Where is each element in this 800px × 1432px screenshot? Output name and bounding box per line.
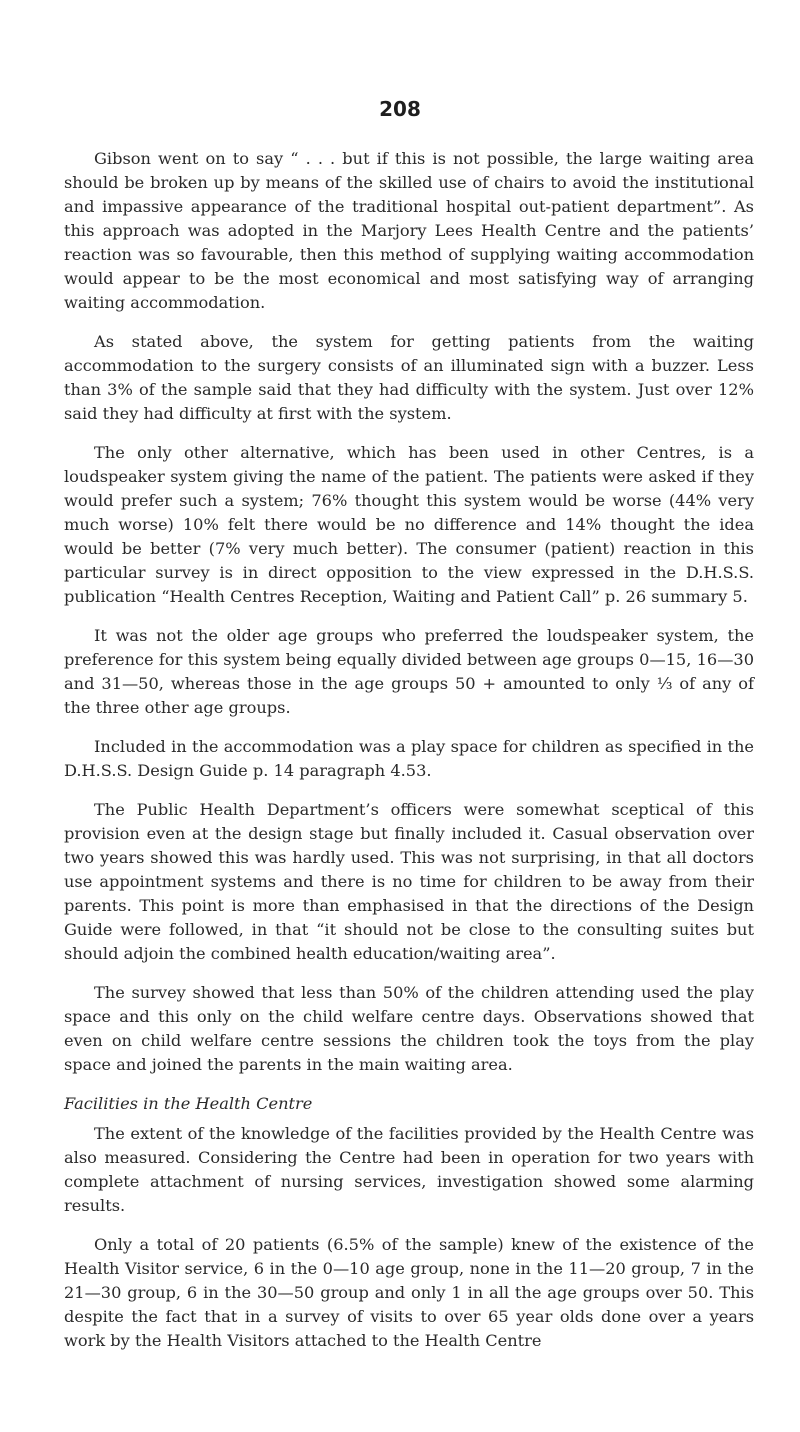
paragraph: The only other alternative, which has been used in other Centres, is a loudspeaker system giving the name of the patient. The patients were asked if they would prefer such a system; 76% thought this system would be worse (44% very much worse) 10% felt there would be no difference and 14% thought the idea would be better (7% very much better). The consumer (patient) reaction in this particular survey is in direct opposition to the view expressed in the D.H.S.S. publication “Health Centres Reception, Waiting and Patient Call” p. 26 summary 5. bbox=[64, 443, 754, 606]
paragraph: The survey showed that less than 50% of the children attending used the play space and this only on the child welfare centre days. Observations showed that even on child welfare centre sessions the children took the toys from the play space and joined the parents in the main waiting area. bbox=[64, 983, 754, 1074]
paragraph: The extent of the knowledge of the facilities provided by the Health Centre was also measured. Considering the Centre had been in operation for two years with complete attachment of nursing services, investigation showed some alarming results. bbox=[64, 1124, 754, 1215]
paragraph: It was not the older age groups who preferred the loudspeaker system, the preference for this system being equally divided between age groups 0—15, 16—30 and 31—50, whereas those in the age groups 50 + amounted to only ⅓ of any of the three other age groups. bbox=[64, 626, 754, 717]
paragraph: The Public Health Department’s officers were somewhat sceptical of this provision even at the design stage but finally included it. Casual observation over two years showed this was hardly used. This was not surprising, in that all doctors use appointment systems and there is no time for children to be away from their parents. This point is more than emphasised in that the directions of the Design Guide were followed, in that “it should not be close to the consulting suites but should adjoin the combined health education/waiting area”. bbox=[64, 800, 754, 963]
paragraph: Included in the accommodation was a play space for children as specified in the D.H.S.S. Design Guide p. 14 paragraph 4.53. bbox=[64, 737, 754, 780]
paragraph: Gibson went on to say “ . . . but if this is not possible, the large waiting area should be broken up by means of the skilled use of chairs to avoid the institutional and impassive appearance of the traditional hospital out-patient department”. As this approach was adopted in the Marjory Lees Health Centre and the patients’ reaction was so favourable, then this method of supplying waiting accommodation would appear to be the most economical and most satisfying way of arranging waiting accommodation. bbox=[64, 149, 754, 312]
body-text bbox=[64, 147, 754, 1368]
paragraph: Only a total of 20 patients (6.5% of the sample) knew of the existence of the Health Visitor service, 6 in the 0—10 age group, none in the 11—20 group, 7 in the 21—30 group, 6 in the 30—50 group and only 1 in all the age groups over 50. This despite the fact that in a survey of visits to over 65 year olds done over a years work by the Health Visitors attached to the Health Centre bbox=[64, 1235, 754, 1350]
page-number: 208 bbox=[379, 97, 421, 121]
paragraph: As stated above, the system for getting patients from the waiting accommodation to the surgery consists of an illuminated sign with a buzzer. Less than 3% of the sample said that they had difficulty with the system. Just over 12% said they had difficulty at first with the system. bbox=[64, 332, 754, 423]
section-heading: Facilities in the Health Centre bbox=[64, 1094, 313, 1113]
